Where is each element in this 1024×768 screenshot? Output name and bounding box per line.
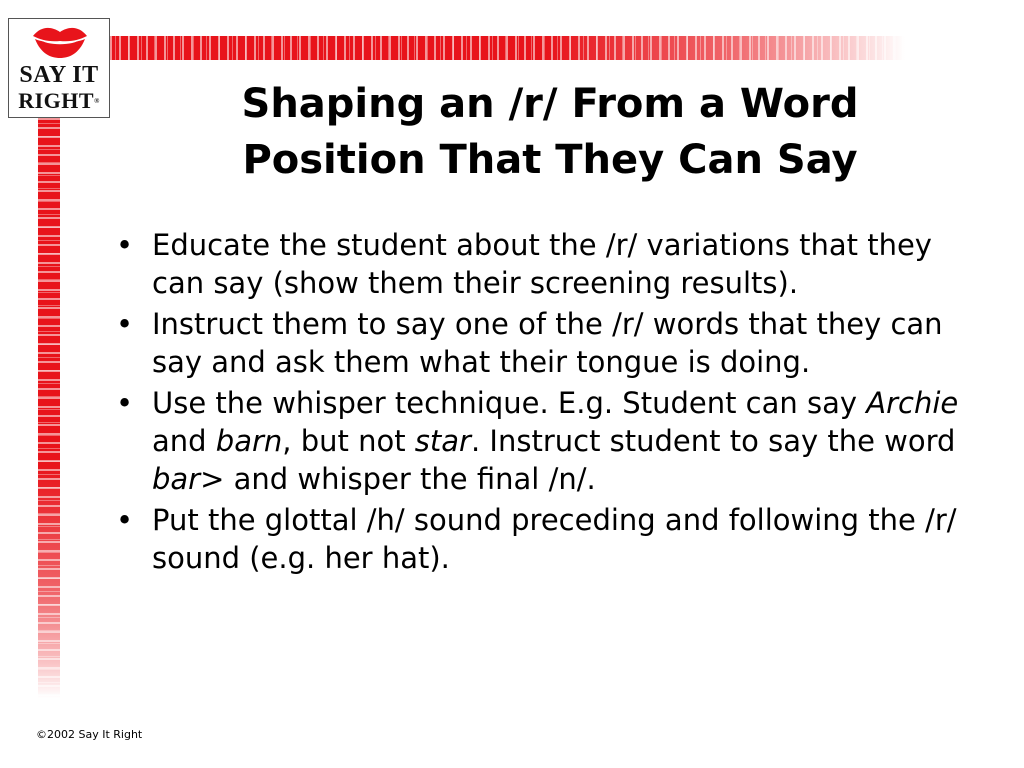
bullet-text: Instruct them to say one of the /r/ words that they can say and ask them what their tongue is doing. — [152, 307, 943, 379]
bullet-italic-text: bar — [152, 462, 201, 496]
bullet-text: . Instruct student to say the word — [470, 424, 956, 458]
bullet-text: > and whisper the final /n/. — [200, 462, 596, 496]
bullet-text: Educate the student about the /r/ variations that they can say (show them their screening results). — [152, 228, 932, 300]
bullet-list — [112, 226, 962, 580]
bullet-italic-text: Archie — [866, 386, 959, 420]
slide-title: Shaping an /r/ From a Word Position That They Can Say — [241, 81, 859, 183]
say-it-right-logo — [8, 18, 110, 118]
copyright-footer: ©2002 Say It Right — [36, 728, 143, 741]
bullet-item — [112, 501, 962, 577]
vertical-red-stripe — [38, 118, 60, 698]
bullet-text: Use the whisper technique. E.g. Student can say — [152, 386, 867, 420]
bullet-text: , but not — [282, 424, 415, 458]
lips-icon — [31, 24, 89, 60]
bullet-item — [112, 384, 962, 498]
bullet-italic-text: star — [414, 424, 471, 458]
trademark-mark: ® — [94, 97, 100, 105]
logo-text-line2: RIGHT® — [18, 88, 100, 113]
logo-text-line1: SAY IT — [19, 62, 99, 88]
bullet-item — [112, 226, 962, 302]
bullet-text: and — [152, 424, 216, 458]
horizontal-red-stripe — [110, 36, 905, 60]
bullet-text: Put the glottal /h/ sound preceding and following the /r/ sound (e.g. her hat). — [152, 503, 957, 575]
bullet-item — [112, 305, 962, 381]
bullet-italic-text: barn — [215, 424, 283, 458]
